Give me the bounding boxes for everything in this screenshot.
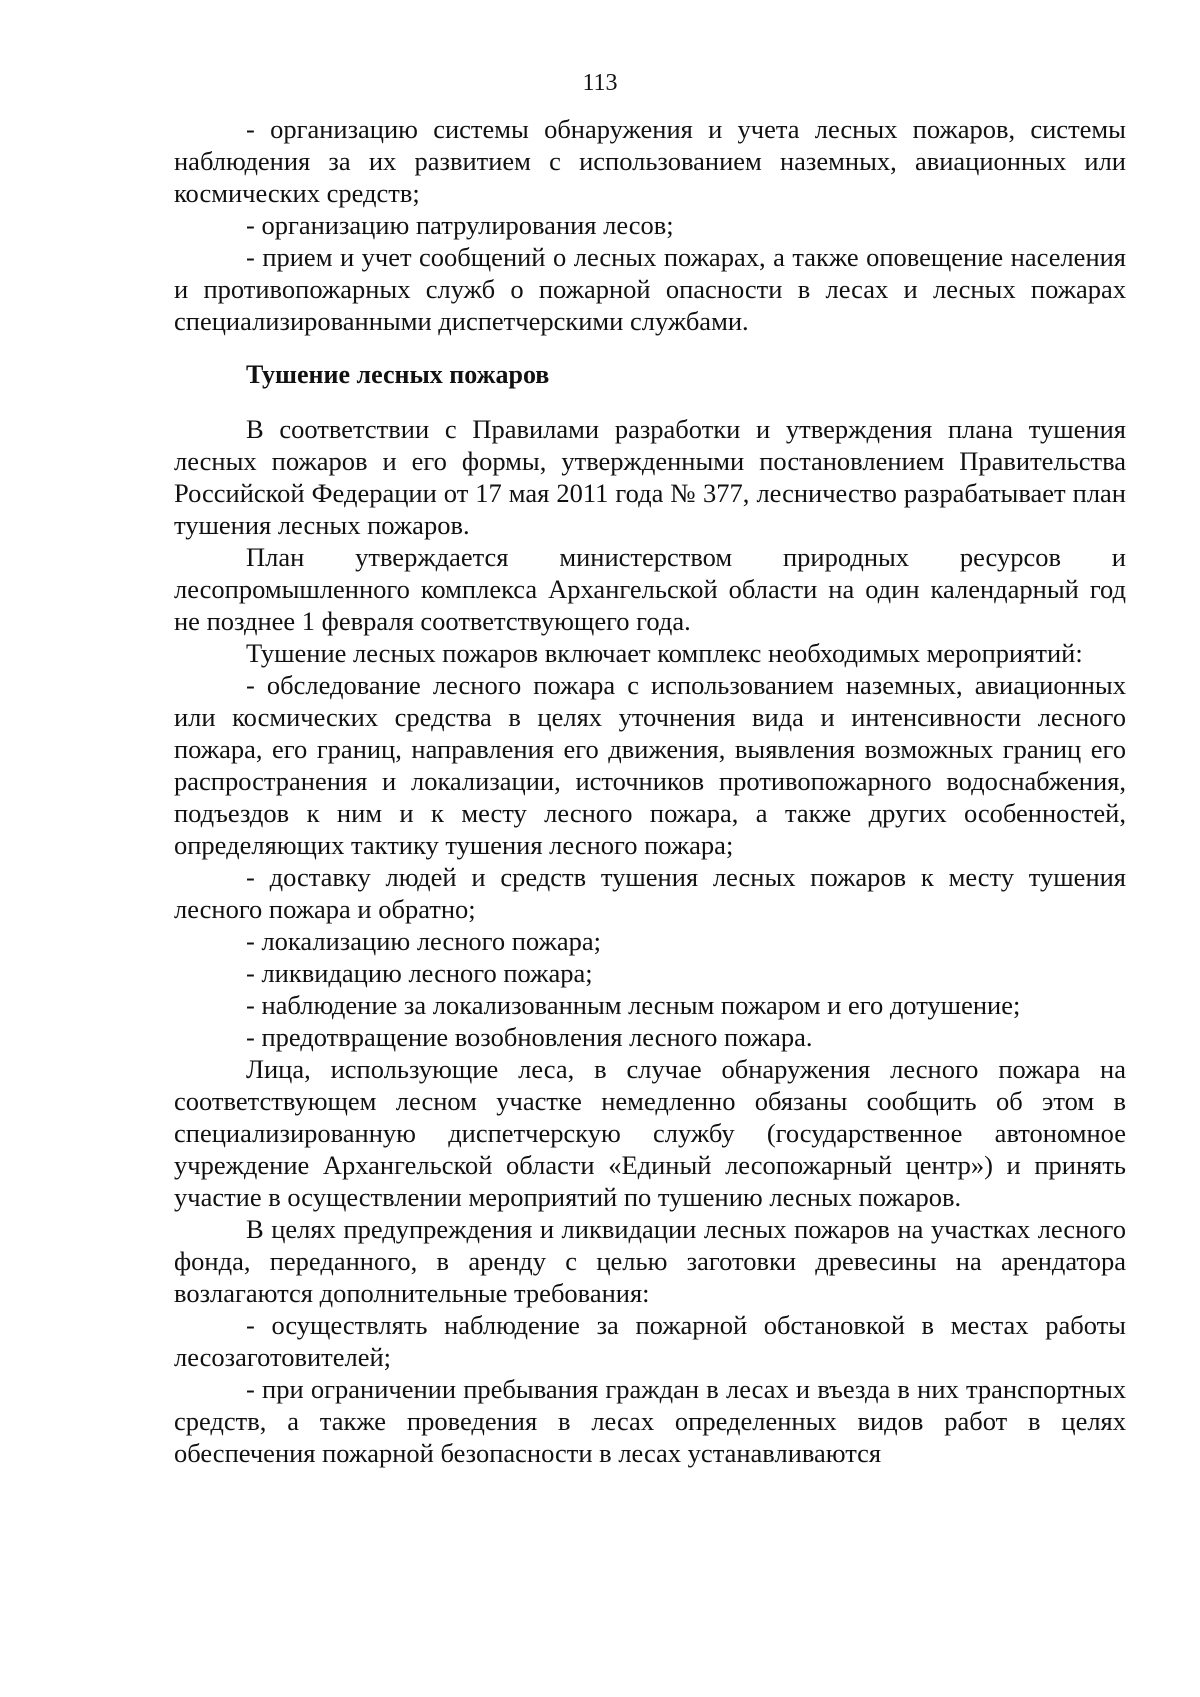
list-item: - локализацию лесного пожара; (246, 926, 601, 956)
page-content (174, 113, 1126, 1469)
list-item: - осуществлять наблюдение за пожарной обстановкой в местах работы лесозаготовителей; (174, 1310, 1126, 1372)
list-item: - доставку людей и средств тушения лесных пожаров к месту тушения лесного пожара и обратно; (174, 862, 1126, 924)
paragraph: Тушение лесных пожаров включает комплекс необходимых мероприятий: (246, 638, 1083, 668)
list-item: - организацию патрулирования лесов; (246, 210, 674, 240)
list-item: - при ограничении пребывания граждан в лесах и въезда в них транспортных средств, а также проведения в лесах определенных видов работ в целях обеспечения пожарной безопасности в лесах устанавливаются (174, 1374, 1126, 1468)
paragraph: План утверждается министерством природных ресурсов и лесопромышленного комплекса Архангельской области на один календарный год не позднее 1 февраля соответствующего года. (174, 542, 1126, 636)
paragraph: В целях предупреждения и ликвидации лесных пожаров на участках лесного фонда, переданного, в аренду с целью заготовки древесины на арендатора возлагаются дополнительные требования: (174, 1214, 1126, 1308)
paragraph: Лица, использующие леса, в случае обнаружения лесного пожара на соответствующем лесном участке немедленно обязаны сообщить об этом в специализированную диспетчерскую службу (государственное автономное учреждение Архангельской области «Единый лесопожарный центр») и принять участие в осуществлении мероприятий по тушению лесных пожаров. (174, 1054, 1126, 1212)
list-item: - обследование лесного пожара с использованием наземных, авиационных или космических средства в целях уточнения вида и интенсивности лесного пожара, его границ, направления его движения, выявления возможных границ его распространения и локализации, источников противопожарного водоснабжения, подъездов к ним и к месту лесного пожара, а также других особенностей, определяющих тактику тушения лесного пожара; (174, 670, 1126, 860)
list-item: - предотвращение возобновления лесного пожара. (246, 1022, 813, 1052)
page-number: 113 (582, 70, 618, 96)
list-item: - наблюдение за локализованным лесным пожаром и его дотушение; (246, 990, 1021, 1020)
list-item: - ликвидацию лесного пожара; (246, 958, 593, 988)
section-heading: Тушение лесных пожаров (246, 360, 550, 389)
paragraph: В соответствии с Правилами разработки и утверждения плана тушения лесных пожаров и его формы, утвержденными постановлением Правительства Российской Федерации от 17 мая 2011 года № 377, лесничество разрабатывает план тушения лесных пожаров. (174, 414, 1126, 540)
list-item: - организацию системы обнаружения и учета лесных пожаров, системы наблюдения за их развитием с использованием наземных, авиационных или космических средств; (174, 114, 1126, 208)
list-item: - прием и учет сообщений о лесных пожарах, а также оповещение населения и противопожарных служб о пожарной опасности в лесах и лесных пожарах специализированными диспетчерскими службами. (174, 242, 1126, 336)
